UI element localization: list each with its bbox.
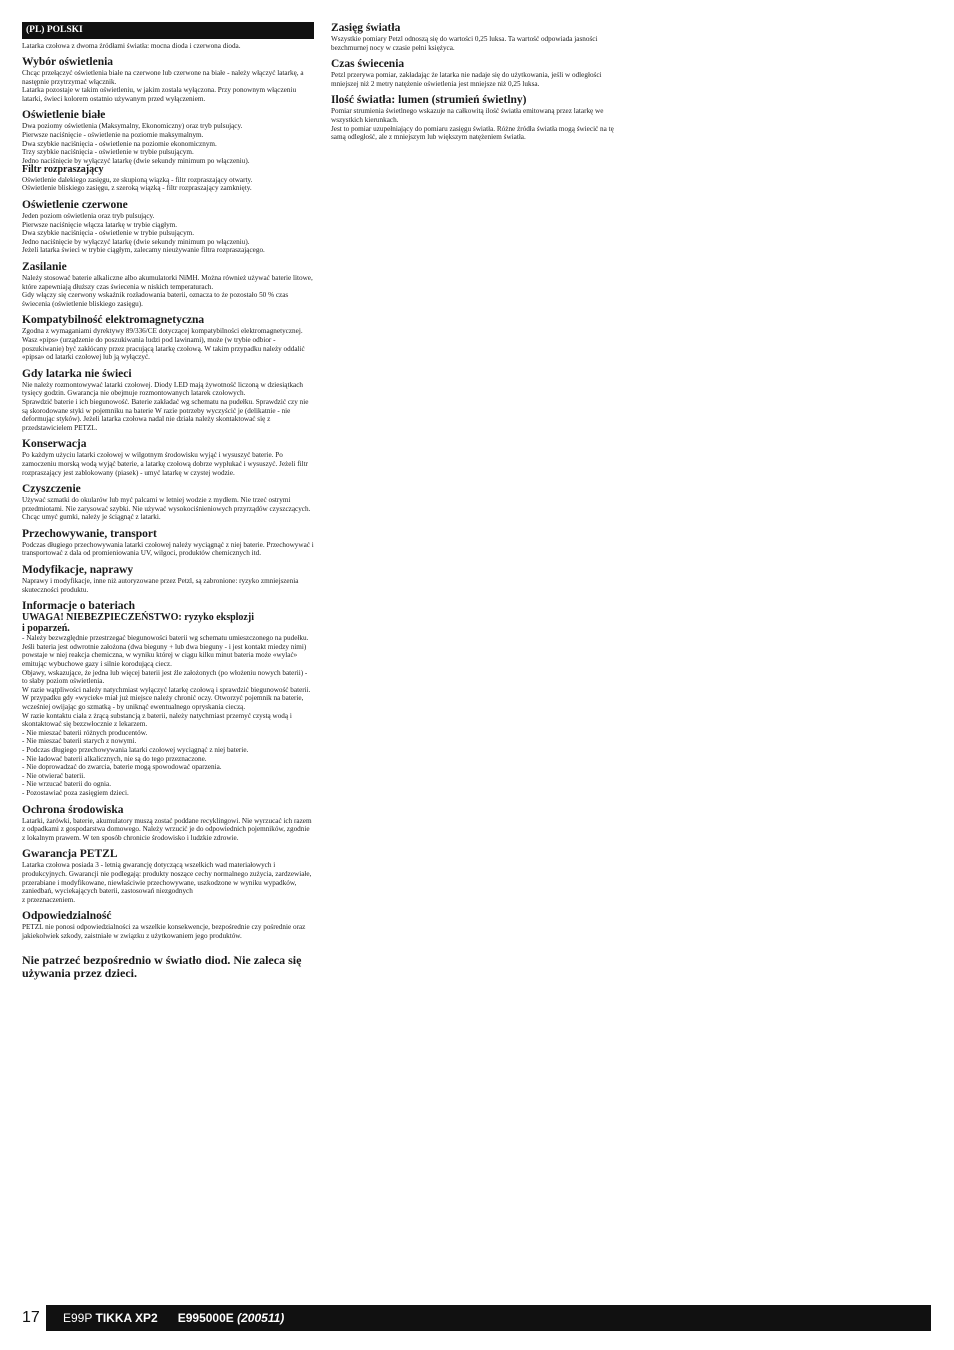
section-title: Modyfikacje, naprawy — [22, 564, 134, 577]
section-left-11 — [22, 804, 314, 843]
section-body: Wszystkie pomiary Petzl odnoszą się do wartości 0,25 luksa. Ta wartość odpowiada jasności bezchmurnej nocy w czasie pełni księżyca. — [331, 35, 598, 52]
section-body: Nie należy rozmontowywać latarki czołowej. Diody LED mają żywotność liczoną w dziesiątkach tysięcy godzin. Gwarancja nie obejmuje rozmontowanych latarek czołowych. Sprawdzić baterie i ich biegunowość. Baterie zakładać wg schematu na pudełku. Sprawdzić czy nie są skorodowane styki w pojemniku na baterie W razie potrzeby wyczyścić je (delikatnie - nie deformując styków). Jeżeli latarka czołowa nadal nie działa należy skontaktować się z przedstawicielem PETZL. — [22, 380, 309, 432]
section-title: Kompatybilność elektromagnetyczna — [22, 314, 205, 327]
section-left-7 — [22, 483, 314, 522]
section-left-1 — [22, 109, 314, 193]
section-title: Konserwacja — [22, 438, 87, 451]
section-title: Informacje o bateriach — [22, 600, 136, 613]
section-title: Zasięg światła — [331, 22, 401, 34]
section-left-9 — [22, 564, 314, 594]
section-title: Wybór oświetlenia — [22, 56, 114, 68]
section-title: Odpowiedzialność — [22, 910, 112, 923]
section-subbody: Oświetlenie dalekiego zasięgu, ze skupioną wiązką - filtr rozpraszający otwarty. Oświetlenie bliskiego zasięgu, z szeroką wiązką - filtr rozpraszający zamknięty. — [22, 175, 253, 193]
section-body: Podczas długiego przechowywania latarki czołowej należy wyciągnąć z niej baterie. Przechowywać i transportować z dala od promieniowania UV, wilgoci, produktów chemicznych itd. — [22, 540, 314, 558]
section-body: Petzl przerywa pomiar, zakładając że latarka nie nadaje się do użytkowania, jeśli w odległości mniejszej niż 2 metry natężenie oświetlenia jest mniejsze niż 0,25 luksa. — [331, 71, 602, 88]
section-body: Jeden poziom oświetlenia oraz tryb pulsujący. Pierwsze naciśnięcie włącza latarkę w trybie ciągłym. Dwa szybkie naciśnięcia - oświetlenie w trybie pulsującym. Jedno naciśnięcie by wyłączyć latarkę (dwie sekundy minimum po włączeniu). Jeżeli latarka świeci w trybie ciągłym, zalecamy nieużywanie filtra rozpraszającego. — [22, 212, 265, 255]
section-left-4 — [22, 314, 314, 361]
section-left-6 — [22, 438, 314, 477]
footer-doc-code: E995000E — [177, 1311, 234, 1325]
section-right-2 — [331, 94, 617, 141]
section-body: PETZL nie ponosi odpowiedzialności za wszelkie konsekwencje, bezpośrednie czy pośrednie oraz jakiekolwiek szkody, zaistniałe w związku z użytkowaniem jego produktów. — [22, 923, 306, 940]
section-title: Ochrona środowiska — [22, 803, 124, 816]
section-subtitle: Filtr rozpraszający — [22, 164, 104, 176]
footer-bar — [46, 1305, 931, 1331]
language-label: (PL) POLSKI — [26, 25, 83, 35]
footer-product: TIKKA XP2 — [95, 1311, 158, 1325]
intro-text: Latarka czołowa z dwoma źródłami światła: mocna dioda i czerwona dioda. — [22, 42, 241, 50]
section-title: Czyszczenie — [22, 483, 81, 496]
section-title: Przechowywanie, transport — [22, 527, 157, 540]
section-left-10 — [22, 600, 314, 797]
section-right-1 — [331, 58, 617, 88]
section-body: Chcąc przełączyć oświetlenia białe na czerwone lub czerwone na białe - należy włączyć latarkę, a następnie przytrzymać włącznik. Latarka pozostaje w takim oświetleniu, w jakim została wyłączona. Przy ponownym włączeniu latarki, świeci kolorem ostatnio używanym przed wyłączeniem. — [22, 69, 304, 103]
section-title: Zasilanie — [22, 261, 67, 273]
section-body: Należy stosować baterie alkaliczne albo akumulatorki NiMH. Można również używać baterie litowe, które zapewniają dłuższy czas świecenia w niskich temperaturach. Gdy włączy się czerwony wskaźnik rozładowania baterii, oznacza to że pozostało 50 % czas świecenia (oświetlenie bliskiego zasięgu). — [22, 274, 313, 308]
section-left-13 — [22, 910, 314, 940]
page-number: 17 — [22, 1309, 40, 1326]
section-right-0 — [331, 22, 617, 52]
section-left-3 — [22, 261, 314, 308]
section-body: Dwa poziomy oświetlenia (Maksymalny, Ekonomiczny) oraz tryb pulsujący. Pierwsze naciśnięcie - oświetlenie na poziomie maksymalnym. Dwa szybkie naciśnięcia - oświetlenie na poziomie ekonomicznym. Trzy szybkie naciśnięcia - oświetlenie w trybie pulsującym. Jedno naciśnięcie by wyłączyć latarkę (dwie sekundy minimum po włączeniu). — [22, 122, 250, 165]
section-body: Latarka czołowa posiada 3 - letnią gwarancję dotyczącą wszelkich wad materiałowych i produkcyjnych. Gwarancji nie podlegają: produkty noszące cechy normalnego zużycia, zardzewiałe, przerabiane i modyfikowane, niewłaściwie przechowywane, uszkodzone w wyniku wypadków, zaniedbań, wyciekających baterii, zastosowań niezgodnych z przeznaczeniem. — [22, 861, 312, 904]
section-left-5 — [22, 368, 314, 433]
section-body: Pomiar strumienia świetlnego wskazuje na całkowitą ilość światła emitowaną przez latarkę we wszystkich kierunkach. Jest to pomiar uzupełniający do pomiaru zasięgu światła. Różne źródła światła mogą świecić na tę samą odległość, ale z mniejszym lub większym natężeniem światła. — [331, 107, 614, 142]
warning-text: Nie patrzeć bezpośrednio w światło diod. Nie zaleca się używania przez dzieci. — [22, 953, 302, 980]
section-body: Naprawy i modyfikacje, inne niż autoryzowane przez Petzl, są zabronione: ryzyko zmniejszenia skuteczności produktu. — [22, 577, 299, 594]
section-title: Gwarancja PETZL — [22, 848, 118, 861]
section-subbody: - Należy bezwzględnie przestrzegać biegunowości baterii wg schematu umieszczonego na pudełku. Jeśli bateria jest odwrotnie założona (dwa bieguny + lub dwa bieguny - i jest kontakt miedzy nimi) powstaje w niej reakcja chemiczna, w wyniku której w ciągu kilku minut bateria może «wylać» emitując wybuchowe gazy i silnie korodującą ciecz. Objawy, wskazujące, że jedna lub więcej baterii jest źle założonych (po włożeniu nowych baterii) - to słaby poziom oświetlenia. W razie wątpliwości należy natychmiast wyłączyć latarkę czołową i sprawdzić biegunowość baterii. W przypadku gdy «wyciek» miał już miejsce należy chronić oczy. Otworzyć pojemnik na baterie, wcześniej owijając go szmatką - by uniknąć ewentualnego opryskania cieczą. W razie kontaktu ciała z żrącą substancją z baterii, należy natychmiast przemyć czystą wodą i skontaktować się bezzwłocznie z lekarzem. - Nie mieszać baterii różnych producentów. - Nie mieszać baterii starych z nowymi. - Podczas długiego przechowywania latarki czołowej wyciągnąć z niej baterie. - Nie ładować baterii alkalicznych, nie są do tego przeznaczone. - Nie doprowadzać do zwarcia, baterie mogą spowodować oparzenia. - Nie otwierać baterii. - Nie wrzucać baterii do ognia. - Pozostawiać poza zasięgiem dzieci. — [22, 634, 311, 797]
section-left-8 — [22, 528, 314, 558]
section-body: Zgodna z wymaganiami dyrektywy 89/336/CE dotyczącej kompatybilności elektromagnetycznej. Wasz «pips» (urządzenie do poszukiwania ludzi pod lawinami), może (w trybie odbior - poszukiwanie) być zakłócany przez pracującą latarkę czołową. W takim przypadku należy oddalić «pipsa» od latarki czołowej lub ją wyłączyć. — [22, 327, 305, 362]
section-subtitle: UWAGA! NIEBEZPIECZEŃSTWO: ryzyko eksplozji i poparzeń. — [22, 612, 254, 634]
section-body: Latarki, żarówki, baterie, akumulatory muszą zostać poddane recyklingowi. Nie wyrzucać ich razem z odpadkami z gospodarstwa domowego. Należy wrzucić je do odpowiednich pojemników, zgodnie z lokalnym prawem. W ten sposób chronicie środowisko i ludzkie zdrowie. — [22, 816, 312, 842]
section-left-0 — [22, 56, 314, 103]
section-title: Gdy latarka nie świeci — [22, 367, 132, 380]
footer-code-prefix: E99P — [63, 1311, 93, 1325]
section-body: Używać szmatki do okularów lub myć palcami w letniej wodzie z mydłem. Nie trzeć ostrymi przedmiotami. Nie zarysować szybki. Nie używać wysokociśnieniowych przyrządów czyszczących. Chcąc umyć gumki, należy je ściągnąć z latarki. — [22, 496, 311, 522]
section-body: Po każdym użyciu latarki czołowej w wilgotnym środowisku wyjąć i wysuszyć baterie. Po zamoczeniu morską wodą wyjąć baterie, a latarkę czołową dobrze wypłukać i wysuszyć. Jeżeli filtr rozpraszający jest zablokowany (piasek) - umyć latarkę w czystej wodzie. — [22, 451, 308, 477]
right-column — [331, 22, 617, 148]
left-column — [22, 56, 314, 979]
language-header-bar — [22, 22, 314, 39]
section-left-12 — [22, 848, 314, 904]
section-title: Oświetlenie białe — [22, 109, 106, 122]
footer-date-code: (200511) — [237, 1311, 285, 1325]
section-left-2 — [22, 199, 314, 255]
section-title: Oświetlenie czerwone — [22, 199, 128, 212]
section-title: Czas świecenia — [331, 58, 405, 71]
section-title: Ilość światła: lumen (strumień świetlny) — [331, 94, 527, 107]
